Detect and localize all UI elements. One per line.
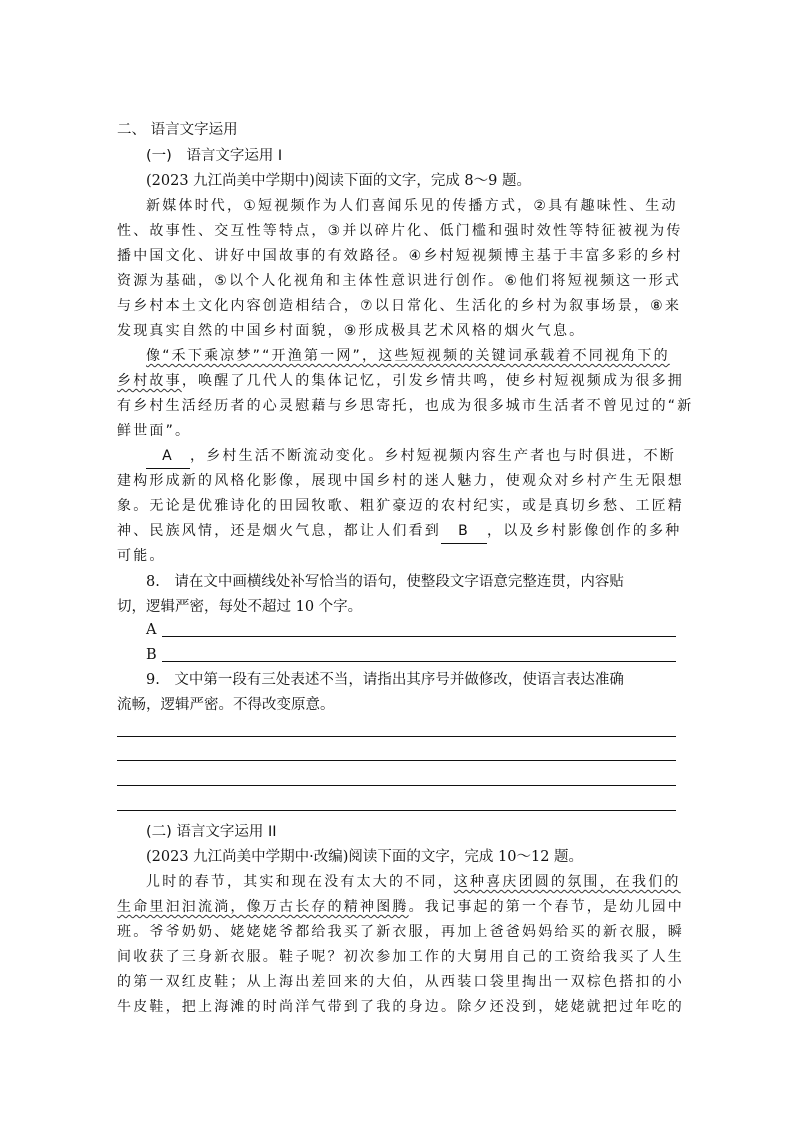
part1-subtitle: (一) 语言文字运用 I — [146, 148, 283, 164]
answer-label-b: B — [146, 647, 157, 663]
para3-line — [146, 444, 676, 469]
para3-text: ，乡村生活不断流动变化。乡村短视频内容生产者也与时俱进，不断 — [190, 448, 676, 464]
wavy-underlined-text: 乡村故事 — [117, 373, 182, 389]
question-8: 8. 请在文中画横线处补写恰当的语句，使整段文字语意完整连贯，内容贴 — [146, 574, 624, 590]
para3-line: 建构形成新的风格化影像，展现中国乡村的迷人魅力，使观众对乡村产生无限想 — [117, 473, 684, 489]
wavy-underlined-text: 生命里汩汩流淌，像万古长存的精神图腾 — [117, 899, 409, 915]
para3-line: 可能。 — [117, 548, 166, 564]
part1-source: (2023 九江尚美中学期中)阅读下面的文字，完成 8～9 题。 — [146, 173, 531, 189]
part2-line: 的第一双红皮鞋；从上海出差回来的大伯，从西装口袋里掏出一双棕色搭扣的小 — [117, 974, 684, 990]
para3-text: 神、民族风情，还是烟火气息，都让人们看到 — [117, 523, 441, 539]
para1-line: 与乡村本土文化内容创造相结合，⑦以日常化、生活化的乡村为叙事场景，⑧来 — [117, 298, 682, 314]
part2-line: 班。爷爷奶奶、姥姥姥爷都给我买了新衣服，再加上爸爸妈妈给买的新衣服，瞬 — [117, 924, 684, 940]
part2-line — [146, 870, 681, 894]
part2-source: (2023 九江尚美中学期中·改编)阅读下面的文字，完成 10～12 题。 — [146, 849, 584, 865]
para2-line: 有乡村生活经历者的心灵慰藉与乡思寄托，也成为很多城市生活者不曾见过的“新 — [117, 398, 694, 414]
answer-line-b[interactable] — [162, 661, 676, 662]
part2-line: 牛皮鞋，把上海滩的时尚洋气带到了我的身边。除夕还没到，姥姥就把过年吃的 — [117, 999, 684, 1015]
para1-line: 资源为基础，⑤以个人化视角和主体性意识进行创作。⑥他们将短视频这一形式 — [117, 273, 682, 289]
part2-text: 。我记事起的第一个春节，是幼儿园中 — [408, 899, 685, 915]
question-9: 9. 文中第一段有三处表述不当，请指出其序号并做修改，使语言表达准确 — [146, 672, 624, 688]
question-8-cont: 切，逻辑严密，每处不超过 10 个字。 — [117, 599, 363, 615]
blank-b: B — [441, 519, 487, 544]
para1-line: 发现真实自然的中国乡村面貌，⑨形成极具艺术风格的烟火气息。 — [117, 323, 586, 339]
para1-line: 播中国文化、讲好中国故事的有效路径。④乡村短视频博主基于丰富多彩的乡村 — [117, 248, 683, 264]
para3-line: 象。无论是优雅诗化的田园牧歌、粗犷豪迈的农村纪实，或是真切乡愁、工匠精 — [117, 498, 684, 514]
blank-a: A — [146, 444, 190, 469]
answer-line[interactable] — [117, 736, 676, 737]
answer-line[interactable] — [117, 810, 676, 811]
answer-line-a[interactable] — [162, 636, 676, 637]
para2-text: ，唤醒了几代人的集体记忆，引发乡情共鸣，使乡村短视频成为很多拥 — [181, 373, 685, 389]
answer-line[interactable] — [117, 760, 676, 761]
para3-text: ，以及乡村影像创作的多种 — [487, 523, 682, 539]
wavy-underlined-text: 像“禾下乘凉梦”“开渔第一网”，这些短视频的关键词承载着不同视角下的 — [146, 348, 670, 364]
section-title: 二、 语言文字运用 — [117, 122, 238, 138]
para2-line — [117, 369, 684, 393]
part2-line: 间收获了三身新衣服。鞋子呢？初次参加工作的大舅用自己的工资给我买了人生 — [117, 949, 684, 965]
question-9-cont: 流畅，逻辑严密。不得改变原意。 — [117, 697, 335, 713]
part2-subtitle: (二) 语言文字运用 II — [146, 824, 277, 840]
para1-line: 新媒体时代，①短视频作为人们喜闻乐见的传播方式，②具有趣味性、生动 — [146, 198, 678, 214]
answer-line[interactable] — [117, 785, 676, 786]
answer-label-a: A — [146, 622, 157, 638]
wavy-underlined-text: 这种喜庆团圆的氛围，在我们的 — [453, 874, 681, 890]
part2-text: 儿时的春节，其实和现在没有太大的不同， — [146, 874, 454, 890]
para3-line — [117, 519, 681, 544]
para2-line: 鲜世面”。 — [117, 423, 192, 439]
para1-line: 性、故事性、交互性等特点，③并以碎片化、低门槛和强时效性等特征被视为传 — [117, 223, 683, 239]
para2-line — [146, 344, 670, 368]
part2-line — [117, 895, 684, 919]
